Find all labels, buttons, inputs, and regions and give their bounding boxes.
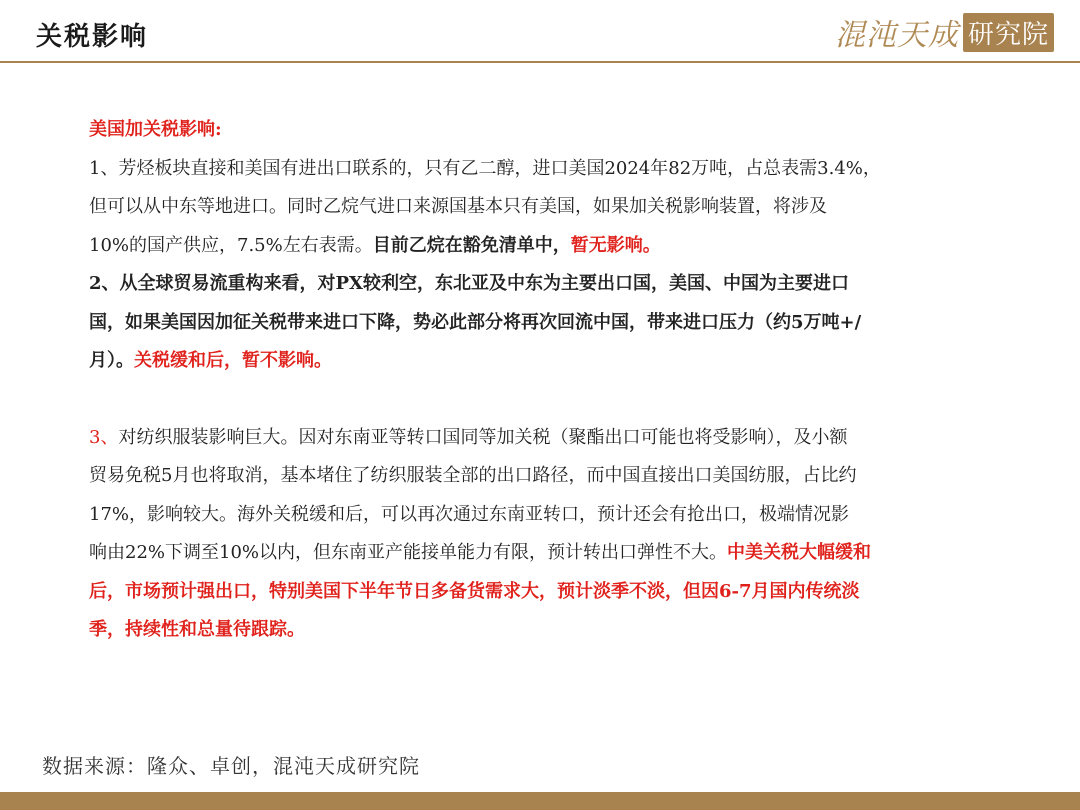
logo-main-text: 混沌天成 bbox=[834, 18, 959, 53]
paragraph-1-bold: 目前乙烷在豁免清单中， bbox=[372, 234, 571, 256]
page-title: 关税影响 bbox=[36, 22, 149, 52]
footer-bar bbox=[0, 792, 1080, 810]
paragraph-1-line-3 bbox=[89, 227, 999, 266]
paragraph-3-number: 3、 bbox=[89, 426, 119, 448]
paragraph-1-line-1: 1、芳烃板块直接和美国有进出口联系的，只有乙二醇，进口美国2024年82万吨，占总表需3.4%， bbox=[89, 157, 881, 179]
paragraph-2-plain: 月）。 bbox=[89, 350, 134, 371]
paragraph-3-plain: 响由22%下调至10%以内，但东南亚产能接单能力有限，预计转出口弹性不大。 bbox=[89, 542, 728, 563]
paragraph-3-line-1-text: 对纺织服装影响巨大。因对东南亚等转口国同等加关税（聚酯出口可能也将受影响），及小额 bbox=[118, 426, 848, 448]
paragraph-3-line-5: 后，市场预计强出口，特别美国下半年节日多备货需求大，预计淡季不淡，但因6-7月国内传统淡 bbox=[89, 580, 860, 602]
paragraph-3-line-2: 贸易免税5月也将取消，基本堵住了纺织服装全部的出口路径，而中国直接出口美国纺服，占比约 bbox=[89, 465, 857, 486]
paragraph-1-highlight: 暂无影响。 bbox=[570, 234, 661, 256]
paragraph-3-line-3: 17%，影响较大。海外关税缓和后，可以再次通过东南亚转口，预计还会有抢出口，极端情况影 bbox=[89, 503, 850, 525]
paragraph-3-line-6: 季，持续性和总量待跟踪。 bbox=[89, 619, 305, 640]
paragraph-2-line-3 bbox=[89, 342, 999, 381]
paragraph-3-line-1 bbox=[89, 419, 999, 458]
paragraph-2-highlight: 关税缓和后，暂不影响。 bbox=[134, 350, 332, 371]
data-source-note: 数据来源：隆众、卓创，混沌天成研究院 bbox=[42, 754, 420, 778]
logo-box-text: 研究院 bbox=[963, 13, 1054, 52]
paragraph-2-line-1: 2、从全球贸易流重构来看，对PX较利空，东北亚及中东为主要出口国，美国、中国为主要进口 bbox=[89, 273, 850, 294]
paragraph-1-plain: 10%的国产供应，7.5%左右表需。 bbox=[89, 234, 373, 256]
main-content bbox=[89, 111, 999, 650]
header-divider bbox=[0, 61, 1080, 63]
paragraph-spacer bbox=[89, 381, 999, 419]
company-logo bbox=[835, 12, 1054, 52]
paragraph-1-line-2: 但可以从中东等地进口。同时乙烷气进口来源国基本只有美国，如果加关税影响装置，将涉及 bbox=[89, 196, 827, 217]
paragraph-3-line-4 bbox=[89, 534, 999, 573]
paragraph-2-line-2: 国，如果美国因加征关税带来进口下降，势必此部分将再次回流中国，带来进口压力（约5万吨+/ bbox=[89, 311, 862, 333]
paragraph-3-highlight: 中美关税大幅缓和 bbox=[727, 542, 872, 563]
section-heading: 美国加关税影响: bbox=[89, 119, 222, 140]
